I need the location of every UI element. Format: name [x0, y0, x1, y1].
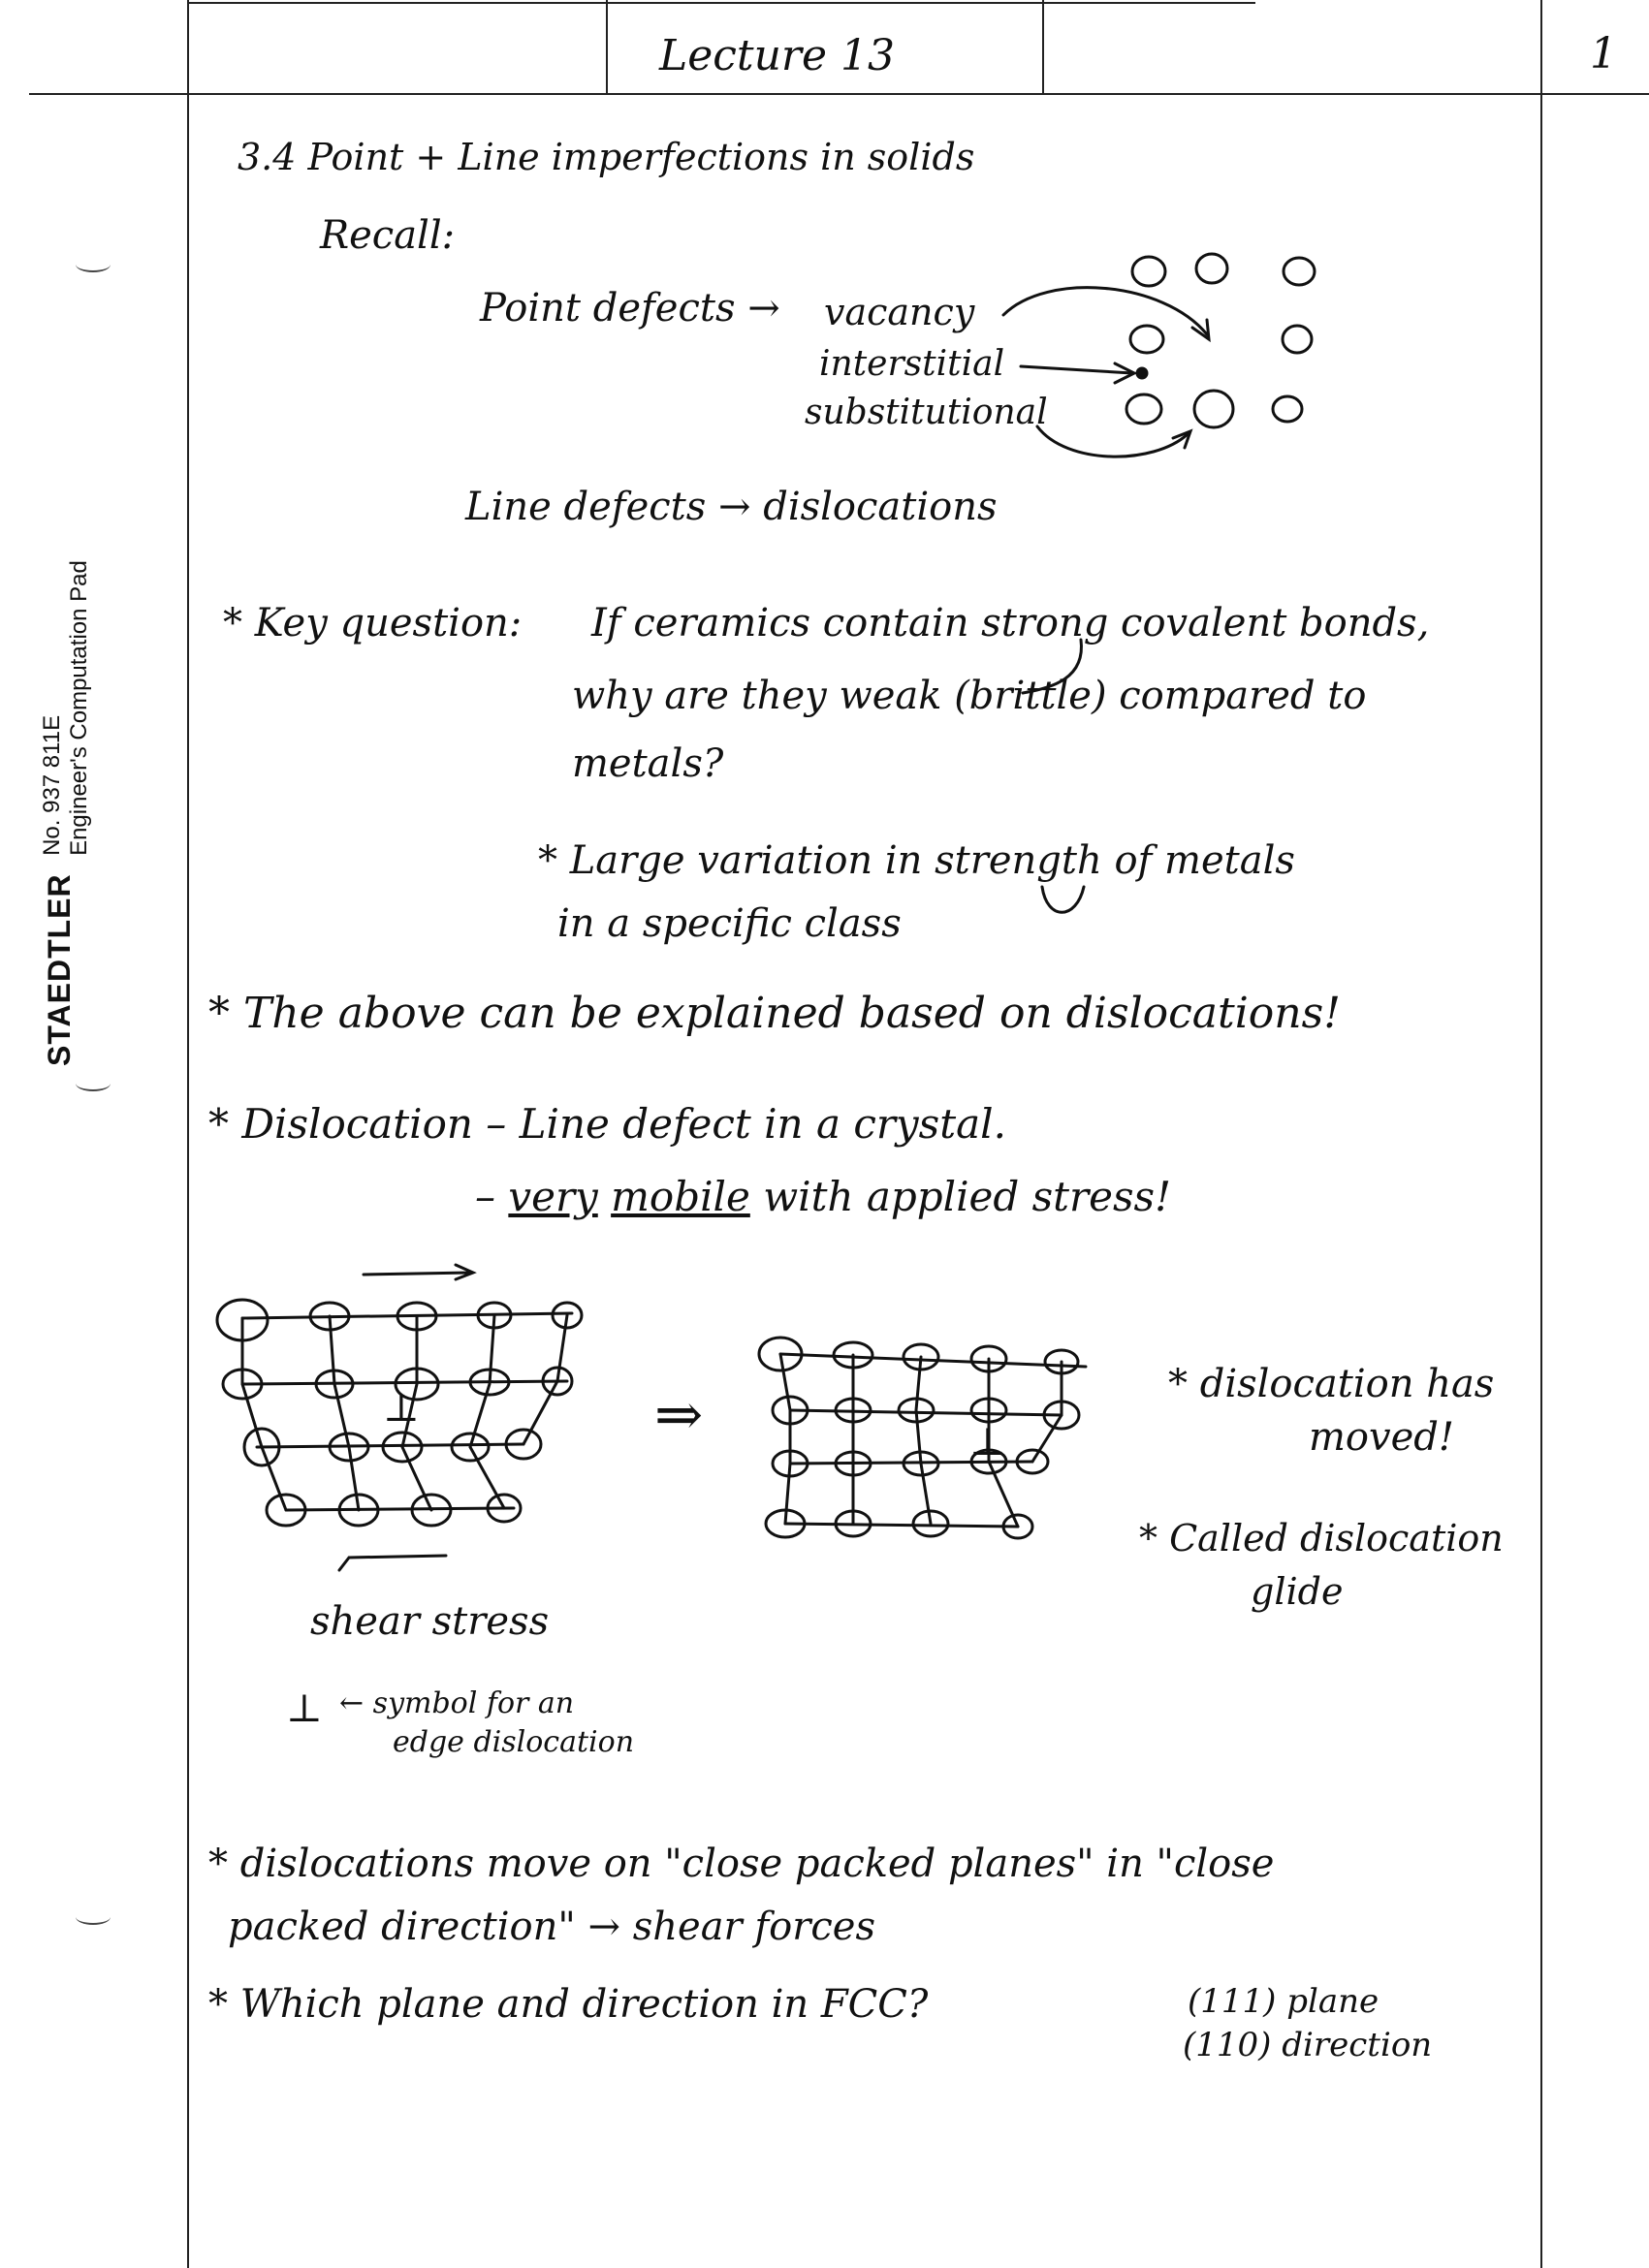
vacancy-arrow — [1003, 288, 1207, 334]
lattice-atom — [1283, 326, 1312, 353]
explained-note: * The above can be explained based on dislocations! — [208, 989, 1341, 1038]
point-defects-label: Point defects → — [480, 286, 780, 331]
lattice-atom — [1284, 258, 1315, 285]
fcc-question: * Which plane and direction in FCC? — [208, 1982, 929, 2027]
page-number: 1 — [1590, 29, 1617, 79]
variation-note-line2: in a specific class — [557, 901, 902, 946]
edge-dislocation-symbol: ⊥ — [383, 1386, 420, 1431]
dislocation-lattice-after — [759, 1338, 1086, 1538]
glide-note-line2: glide — [1251, 1570, 1344, 1613]
defect-interstitial: interstitial — [819, 344, 1005, 384]
interstitial-arrow — [1021, 366, 1132, 373]
key-question-link — [1023, 640, 1081, 693]
moved-edge-dislocation-symbol: ⊥ — [969, 1420, 1006, 1465]
key-question-line1: If ceramics contain strong covalent bonds, — [591, 601, 1430, 646]
word-mobile: mobile — [611, 1173, 750, 1220]
variation-mark — [1042, 887, 1084, 912]
key-question-line3: metals? — [572, 741, 724, 786]
substitutional-atom — [1194, 391, 1233, 427]
lattice-atom — [1196, 254, 1227, 283]
lattice-atom — [1130, 326, 1163, 353]
symbol-note-line1: ← symbol for an — [339, 1686, 575, 1720]
shear-arrow-top — [364, 1265, 473, 1279]
dislocation-line1: * Dislocation – Line defect in a crystal. — [208, 1100, 1006, 1148]
model-number: No. 937 811E — [39, 714, 65, 856]
implies-arrow: ⇒ — [654, 1381, 704, 1449]
lattice-bonds — [780, 1354, 1086, 1527]
shear-stress-label: shear stress — [310, 1599, 550, 1644]
glide-note-line1: * Called dislocation — [1139, 1517, 1504, 1559]
defect-substitutional: substitutional — [805, 393, 1048, 432]
lecture-title: Lecture 13 — [659, 31, 895, 80]
dash: – — [475, 1173, 495, 1220]
dislocation-lattice-before — [217, 1300, 582, 1526]
symbol-legend: ⊥ — [286, 1686, 323, 1731]
lattice-bonds — [780, 1354, 1062, 1527]
defect-vacancy: vacancy — [824, 291, 975, 333]
fcc-answer-plane: (111) plane — [1188, 1982, 1379, 2021]
key-question-line2: why are they weak (brittle) compared to — [572, 674, 1367, 718]
moved-note-line1: * dislocation has — [1168, 1362, 1495, 1406]
line-defects-label: Line defects → dislocations — [465, 485, 998, 529]
lattice-atom — [1132, 257, 1165, 286]
product-name: Engineer's Computation Pad — [66, 560, 92, 856]
word-very: very — [508, 1173, 598, 1220]
close-packed-line1: * dislocations move on "close packed planes" in "close — [208, 1842, 1275, 1886]
moved-note-line2: moved! — [1309, 1415, 1454, 1460]
key-question-prefix: * Key question: — [223, 601, 523, 646]
brand-name: STAEDTLER — [42, 873, 78, 1066]
variation-note-line1: * Large variation in strength of metals — [538, 838, 1295, 883]
line2-rest: with applied stress! — [763, 1173, 1171, 1220]
section-heading: 3.4 Point + Line imperfections in solids — [238, 136, 975, 178]
fcc-answer-direction: (110) direction — [1183, 2026, 1433, 2064]
lattice-bonds — [242, 1313, 572, 1510]
recall-label: Recall: — [320, 213, 456, 258]
shear-arrow-bottom — [339, 1556, 446, 1570]
point-defect-lattice — [1126, 254, 1315, 427]
interstitial-atom — [1137, 368, 1147, 378]
lattice-atom — [1126, 394, 1161, 424]
lattice-bonds — [242, 1315, 567, 1510]
symbol-note-line2: edge dislocation — [393, 1725, 635, 1759]
lattice-atom — [1273, 396, 1302, 422]
close-packed-line2: packed direction" → shear forces — [228, 1905, 875, 1949]
substitutional-arrow — [1037, 426, 1188, 457]
